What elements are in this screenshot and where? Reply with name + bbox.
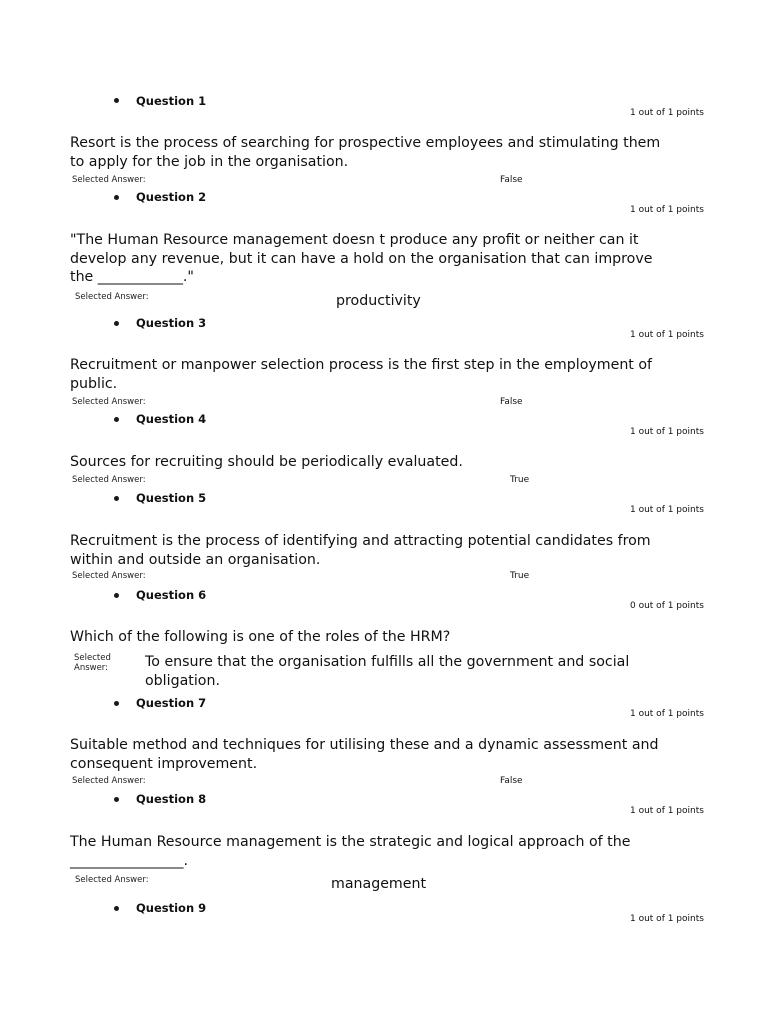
selected-answer-label: Selected Answer: (75, 292, 149, 302)
question-points: 1 out of 1 points (630, 330, 704, 340)
selected-answer-value: True (510, 571, 530, 581)
selected-answer-label: Selected Answer: (72, 475, 146, 485)
selected-answer-value: False (500, 397, 523, 407)
question-text: Recruitment is the process of identifying and attracting potential candidates from within and outside an organisation. (70, 533, 651, 568)
question-label: Question 3 (136, 316, 207, 330)
question-text: Resort is the process of searching for prospective employees and stimulating them to apply for the job in the organisation. (70, 135, 661, 170)
question-text: "The Human Resource management doesn t produce any profit or neither can it develop any revenue, but it can have a hold on the organisation that can improve the ____________." (70, 232, 653, 285)
question-points: 1 out of 1 points (630, 914, 704, 924)
list-bullet (114, 797, 119, 802)
list-bullet (114, 496, 119, 501)
question-label: Question 7 (136, 696, 207, 710)
selected-answer-label: Selected Answer: (74, 653, 111, 673)
selected-answer-value: productivity (336, 293, 421, 309)
question-label: Question 8 (136, 792, 207, 806)
question-points: 1 out of 1 points (630, 427, 704, 437)
question-points: 0 out of 1 points (630, 601, 704, 611)
selected-answer-label: Selected Answer: (72, 175, 146, 185)
list-bullet (114, 195, 119, 200)
question-label: Question 9 (136, 901, 207, 915)
selected-answer-value: True (510, 475, 530, 485)
question-label: Question 1 (136, 94, 207, 108)
selected-answer-label: Selected Answer: (72, 397, 146, 407)
question-text: Suitable method and techniques for utilising these and a dynamic assessment and consequent improvement. (70, 737, 659, 772)
question-label: Question 4 (136, 412, 207, 426)
list-bullet (114, 701, 119, 706)
selected-answer-value: management (331, 876, 427, 892)
question-text: The Human Resource management is the strategic and logical approach of the ________________. (70, 834, 631, 869)
question-label: Question 2 (136, 190, 207, 204)
question-text: Recruitment or manpower selection process is the first step in the employment of public. (70, 357, 653, 392)
question-label: Question 5 (136, 491, 207, 505)
question-points: 1 out of 1 points (630, 505, 704, 515)
selected-answer-label: Selected Answer: (72, 571, 146, 581)
list-bullet (114, 98, 119, 103)
selected-answer-label: Selected Answer: (72, 776, 146, 786)
question-points: 1 out of 1 points (630, 108, 704, 118)
question-points: 1 out of 1 points (630, 709, 704, 719)
list-bullet (114, 593, 119, 598)
selected-answer-label: Selected Answer: (75, 875, 149, 885)
question-text: Which of the following is one of the roles of the HRM? (70, 629, 451, 645)
list-bullet (114, 321, 119, 326)
selected-answer-value: False (500, 776, 523, 786)
question-points: 1 out of 1 points (630, 205, 704, 215)
question-label: Question 6 (136, 588, 207, 602)
list-bullet (114, 417, 119, 422)
selected-answer-value: To ensure that the organisation fulfills all the government and social obligation. (145, 654, 630, 689)
list-bullet (114, 906, 119, 911)
question-text: Sources for recruiting should be periodically evaluated. (70, 454, 463, 470)
question-points: 1 out of 1 points (630, 806, 704, 816)
selected-answer-value: False (500, 175, 523, 185)
